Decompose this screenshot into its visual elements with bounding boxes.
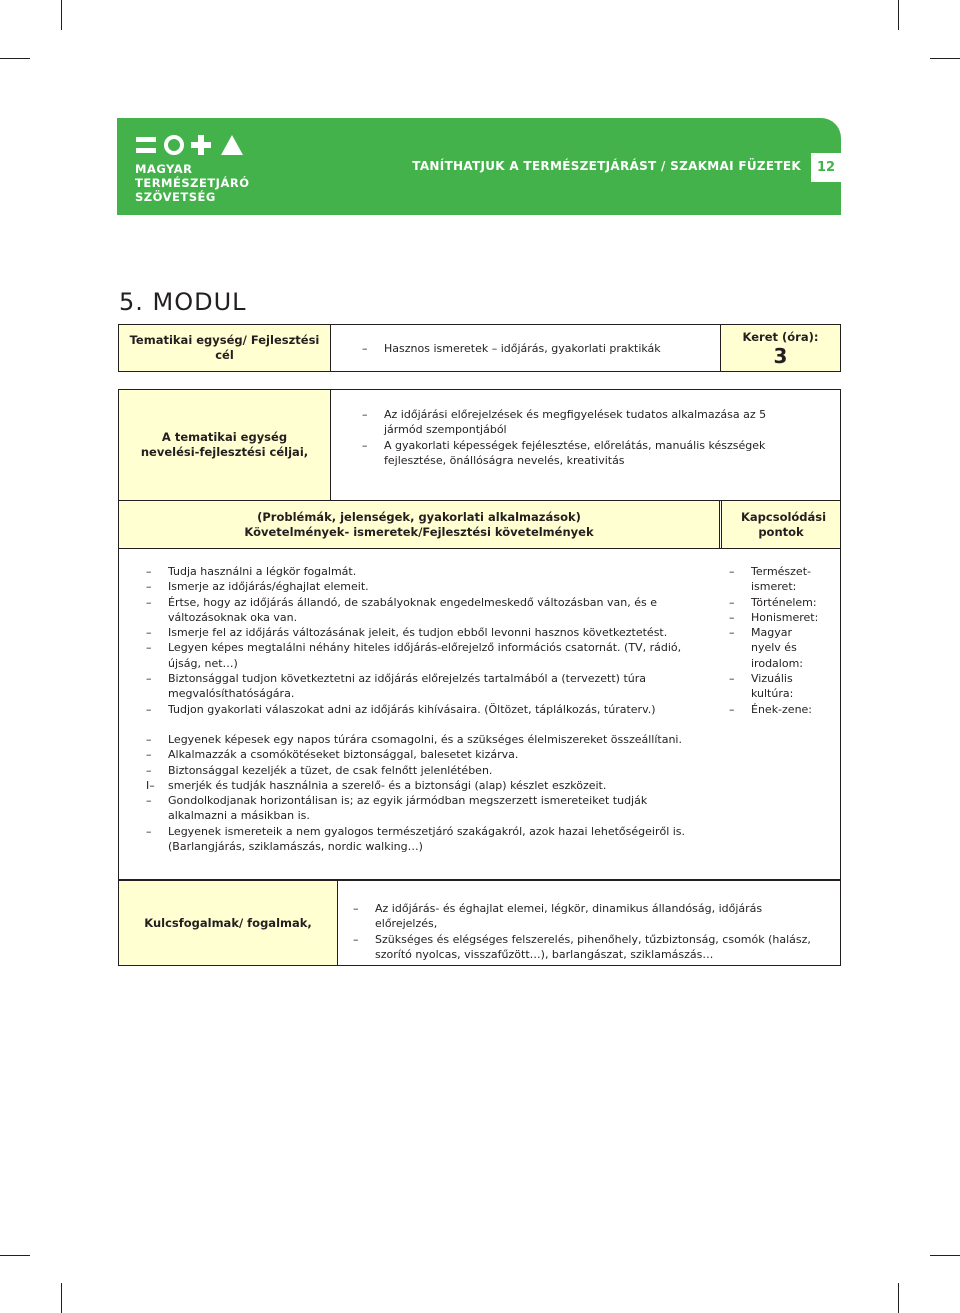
list-dash: I–	[146, 778, 155, 792]
list-dash: –	[729, 610, 735, 624]
header-title: TANÍTHATJUK A TERMÉSZETJÁRÁST / SZAKMAI FÜZETEK	[412, 159, 801, 173]
requirements-list-a	[146, 564, 704, 717]
circle-icon	[166, 137, 182, 153]
requirements-header	[119, 501, 719, 548]
list-item	[353, 901, 813, 932]
list-dash: –	[729, 565, 735, 578]
list-text: Történelem:	[751, 595, 817, 609]
list-dash: –	[362, 408, 368, 421]
list-text: Szükséges és elégséges felszerelés, pihenőhely, tűzbiztonság, csomók (halász, szorító nyolcas, visszafűzött…), barlangászat, sziklamászás…	[375, 932, 811, 961]
logo-line: TERMÉSZETJÁRÓ	[135, 176, 250, 190]
crop-mark	[0, 1255, 30, 1256]
divider	[119, 548, 840, 549]
list-dash: –	[362, 438, 368, 452]
list-text: Ismerje fel az időjárás változásának jeleit, és tudjon ebből levonni hasznos következtetést.	[168, 626, 668, 640]
list-text: Ének-zene:	[751, 702, 813, 716]
crop-mark	[930, 1255, 960, 1256]
list-item	[362, 438, 802, 469]
list-dash: –	[146, 626, 152, 640]
list-item	[146, 824, 691, 855]
connections-header-text: Kapcsolódási pontok	[741, 509, 827, 539]
connections-list	[729, 564, 824, 717]
list-text: smerjék és tudják használnia a szerelő- és a biztonsági (alap) készlet eszközeit.	[168, 778, 607, 792]
crop-mark	[61, 0, 62, 30]
list-item	[729, 610, 824, 625]
list-dash: –	[146, 595, 152, 609]
list-dash: –	[146, 824, 152, 838]
crop-mark	[0, 58, 30, 59]
crop-mark	[930, 58, 960, 59]
logo-line: MAGYAR	[135, 162, 193, 176]
list-dash: –	[146, 672, 152, 686]
list-item	[146, 595, 704, 626]
list-dash: –	[146, 748, 152, 762]
list-item	[353, 932, 813, 963]
list-text: Vizuális kultúra:	[751, 672, 794, 701]
list-text: Ismerje az időjárás/éghajlat elemeit.	[168, 580, 369, 594]
list-item	[729, 671, 824, 702]
goals-list	[362, 407, 802, 468]
divider	[330, 325, 331, 371]
list-text: Értse, hogy az időjárás állandó, de szabályoknak engedelmeskedő változásban van, és e változásoknak oka van.	[168, 595, 657, 624]
plus-icon	[191, 135, 211, 155]
list-item	[729, 625, 824, 671]
crop-mark	[61, 1283, 62, 1313]
list-item	[146, 732, 691, 747]
list-dash: –	[146, 794, 152, 808]
requirements-header-line1: (Problémák, jelenségek, gyakorlati alkalmazások)	[257, 509, 581, 524]
frame-value: 3	[773, 344, 788, 368]
list-item	[146, 625, 704, 640]
list-item	[146, 579, 704, 594]
list-dash: –	[729, 595, 735, 609]
list-item	[729, 564, 824, 595]
frame-cell	[721, 325, 840, 371]
list-text: Az időjárási előrejelzések és megfigyelések tudatos alkalmazása az 5 jármód szempontjából	[384, 408, 767, 437]
key-concepts-list	[353, 901, 813, 962]
list-text: Tudja használni a légkör fogalmát.	[168, 565, 357, 578]
crop-mark	[898, 0, 899, 30]
list-text: Magyar nyelv és irodalom:	[751, 626, 803, 670]
list-text: A gyakorlati képességek fejélesztése, előrelátás, manuális készségek fejlesztése, önállóságra nevelés, kreativitás	[384, 438, 766, 467]
list-text: Biztonsággal tudjon következtetni az időjárás előrejelzés tartalmából a (tervezett) túra megvalósíthatóságára.	[168, 672, 647, 701]
list-text: Honismeret:	[751, 610, 819, 624]
list-item	[146, 564, 704, 579]
equals-icon	[136, 137, 156, 153]
module-title: 5. MODUL	[119, 288, 247, 316]
key-concepts-label: Kulcsfogalmak/ fogalmak,	[119, 881, 337, 965]
theme-dash: –	[362, 342, 368, 355]
triangle-icon	[221, 135, 243, 155]
list-item	[146, 747, 691, 762]
theme-row	[118, 324, 841, 372]
requirements-list-b	[146, 732, 691, 854]
goals-label-text: A tematikai egység nevelési-fejlesztési céljai,	[140, 430, 309, 459]
list-item	[146, 640, 704, 671]
list-dash: –	[146, 565, 152, 578]
list-dash: –	[729, 702, 735, 716]
theme-label: Tematikai egység/ Fejlesztési cél	[119, 325, 330, 371]
list-dash: –	[729, 626, 735, 640]
list-dash: –	[146, 702, 152, 716]
list-text: Legyen képes megtalálni néhány hiteles időjárás-előrejelző információs csatornát. (TV, rádió, újság, net…)	[168, 641, 682, 670]
list-item	[146, 702, 704, 717]
logo-line: SZÖVETSÉG	[135, 190, 216, 204]
list-item	[146, 793, 691, 824]
requirements-section	[118, 501, 841, 880]
list-text: Gondolkodjanak horizontálisan is; az egyik jármódban megszerzett ismereteiket tudják alkalmazni a másikban is.	[168, 794, 648, 823]
divider	[719, 501, 720, 548]
list-item	[146, 671, 704, 702]
list-item	[146, 778, 691, 793]
logo-icons	[136, 134, 246, 158]
logo-text	[135, 162, 250, 204]
list-text: Tudjon gyakorlati válaszokat adni az időjárás kihívásaira. (Öltözet, táplálkozás, túraterv.)	[168, 702, 656, 716]
crop-mark	[898, 1283, 899, 1313]
requirements-header-line2: Követelmények- ismeretek/Fejlesztési követelmények	[244, 524, 594, 539]
list-text: Legyenek képesek egy napos túrára csomagolni, és a szükséges élelmiszereket összeállítani.	[168, 733, 682, 746]
divider	[330, 390, 331, 500]
list-dash: –	[146, 763, 152, 777]
divider	[337, 881, 338, 965]
list-item	[729, 702, 824, 717]
goals-label	[119, 390, 330, 500]
list-text: Alkalmazzák a csomókötéseket biztonsággal, balesetet kizárva.	[168, 748, 519, 762]
list-text: Az időjárás- és éghajlat elemei, légkör, dinamikus állandóság, időjárás előrejelzés,	[375, 902, 763, 931]
theme-content: Hasznos ismeretek – időjárás, gyakorlati praktikák	[384, 342, 661, 355]
goals-row	[118, 389, 841, 501]
list-item	[362, 407, 802, 438]
list-text: Legyenek ismereteik a nem gyalogos természetjáró szakágakról, azok hazai lehetőségeiről is. (Barlangjárás, sziklamászás, nordic walking…)	[168, 824, 686, 854]
divider	[721, 501, 722, 548]
list-dash: –	[146, 641, 152, 655]
list-item	[146, 763, 691, 778]
list-item	[729, 595, 824, 610]
list-dash: –	[353, 902, 359, 915]
key-concepts-row	[118, 880, 841, 966]
frame-label: Keret (óra):	[742, 330, 819, 344]
list-text: Biztonsággal kezeljék a tüzet, de csak felnőtt jelenlétében.	[168, 763, 493, 777]
page-number: 12	[811, 153, 841, 182]
list-dash: –	[146, 733, 152, 746]
list-text: Természet-ismeret:	[751, 565, 811, 594]
list-dash: –	[729, 672, 735, 686]
connections-header	[722, 501, 840, 548]
list-dash: –	[146, 580, 152, 594]
page-header	[117, 118, 841, 215]
list-dash: –	[353, 932, 359, 946]
